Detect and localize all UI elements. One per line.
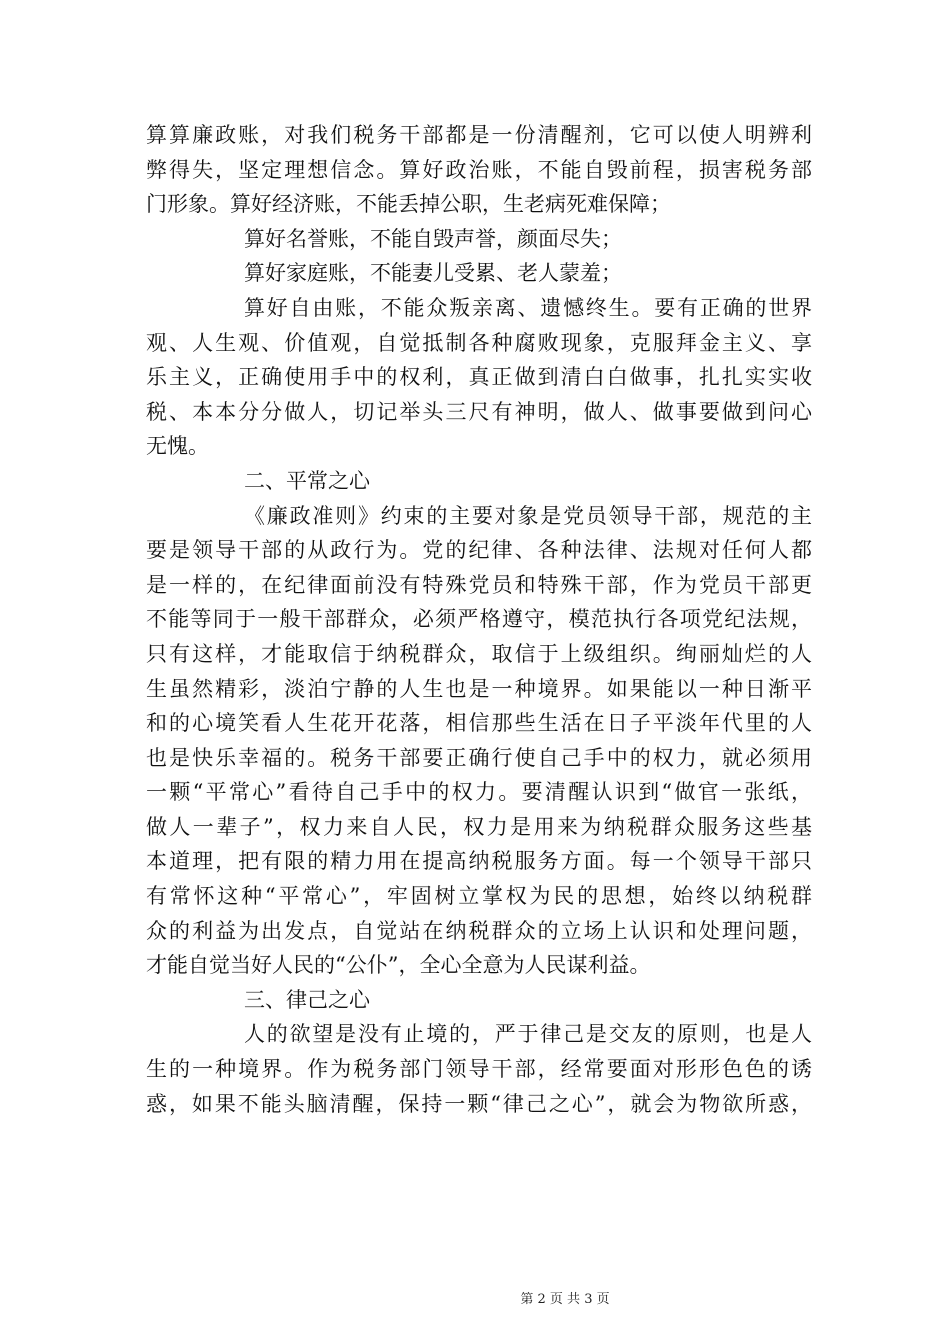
text-line: 不能等同于一般干部群众，必须严格遵守，模范执行各项党纪法规，	[146, 607, 812, 632]
page-number-label: 第 2 页 共 3 页	[520, 1292, 610, 1307]
text-line: 门形象。算好经济账，不能丢掉公职，生老病死难保障；	[146, 192, 671, 217]
text-line: 三、律己之心	[244, 987, 370, 1012]
text-line: 生的一种境界。作为税务部门领导干部，经常要面对形形色色的诱	[146, 1057, 812, 1082]
text-line: 二、平常之心	[244, 468, 370, 493]
text-line: 是一样的，在纪律面前没有特殊党员和特殊干部，作为党员干部更	[146, 572, 812, 597]
text-line: 无愧。	[146, 434, 209, 459]
text-line: 算好自由账，不能众叛亲离、遗憾终生。要有正确的世界	[244, 295, 812, 320]
text-line: 有常怀这种“平常心”，牢固树立掌权为民的思想，始终以纳税群	[146, 884, 812, 909]
text-line: 《廉政准则》约束的主要对象是党员领导干部，规范的主	[244, 503, 812, 528]
text-line: 算好家庭账，不能妻儿受累、老人蒙羞；	[244, 261, 622, 286]
text-line: 和的心境笑看人生花开花落，相信那些生活在日子平淡年代里的人	[146, 711, 812, 736]
page-footer	[0, 1288, 950, 1307]
text-line: 算算廉政账，对我们税务干部都是一份清醒剂，它可以使人明辨利	[146, 123, 812, 147]
text-line: 本道理，把有限的精力用在提高纳税服务方面。每一个领导干部只	[146, 849, 812, 874]
text-line: 一颗“平常心”看待自己手中的权力。要清醒认识到“做官一张纸，	[146, 780, 812, 805]
text-line: 做人一辈子”，权力来自人民，权力是用来为纳税群众服务这些基	[146, 814, 812, 839]
text-line: 弊得失，坚定理想信念。算好政治账，不能自毁前程，损害税务部	[146, 157, 812, 182]
text-line: 只有这样，才能取信于纳税群众，取信于上级组织。绚丽灿烂的人	[146, 641, 812, 666]
text-line: 也是快乐幸福的。税务干部要正确行使自己手中的权力，就必须用	[146, 745, 812, 770]
text-line: 要是领导干部的从政行为。党的纪律、各种法律、法规对任何人都	[146, 538, 812, 563]
text-line: 税、本本分分做人，切记举头三尺有神明，做人、做事要做到问心	[146, 399, 812, 424]
text-line: 乐主义，正确使用手中的权利，真正做到清白白做事，扎扎实实收	[146, 365, 812, 390]
document-body	[146, 118, 812, 1121]
text-line: 生虽然精彩，淡泊宁静的人生也是一种境界。如果能以一种日渐平	[146, 676, 812, 701]
text-line: 才能自觉当好人民的“公仆”，全心全意为人民谋利益。	[146, 953, 651, 978]
text-line: 观、人生观、价值观，自觉抵制各种腐败现象，克服拜金主义、享	[146, 330, 812, 355]
text-line: 人的欲望是没有止境的，严于律己是交友的原则，也是人	[244, 1022, 812, 1047]
text-line: 惑，如果不能头脑清醒，保持一颗“律己之心”，就会为物欲所惑，	[146, 1091, 812, 1116]
text-line: 众的利益为出发点，自觉站在纳税群众的立场上认识和处理问题，	[146, 918, 812, 943]
text-line: 算好名誉账，不能自毁声誉，颜面尽失；	[244, 226, 622, 251]
